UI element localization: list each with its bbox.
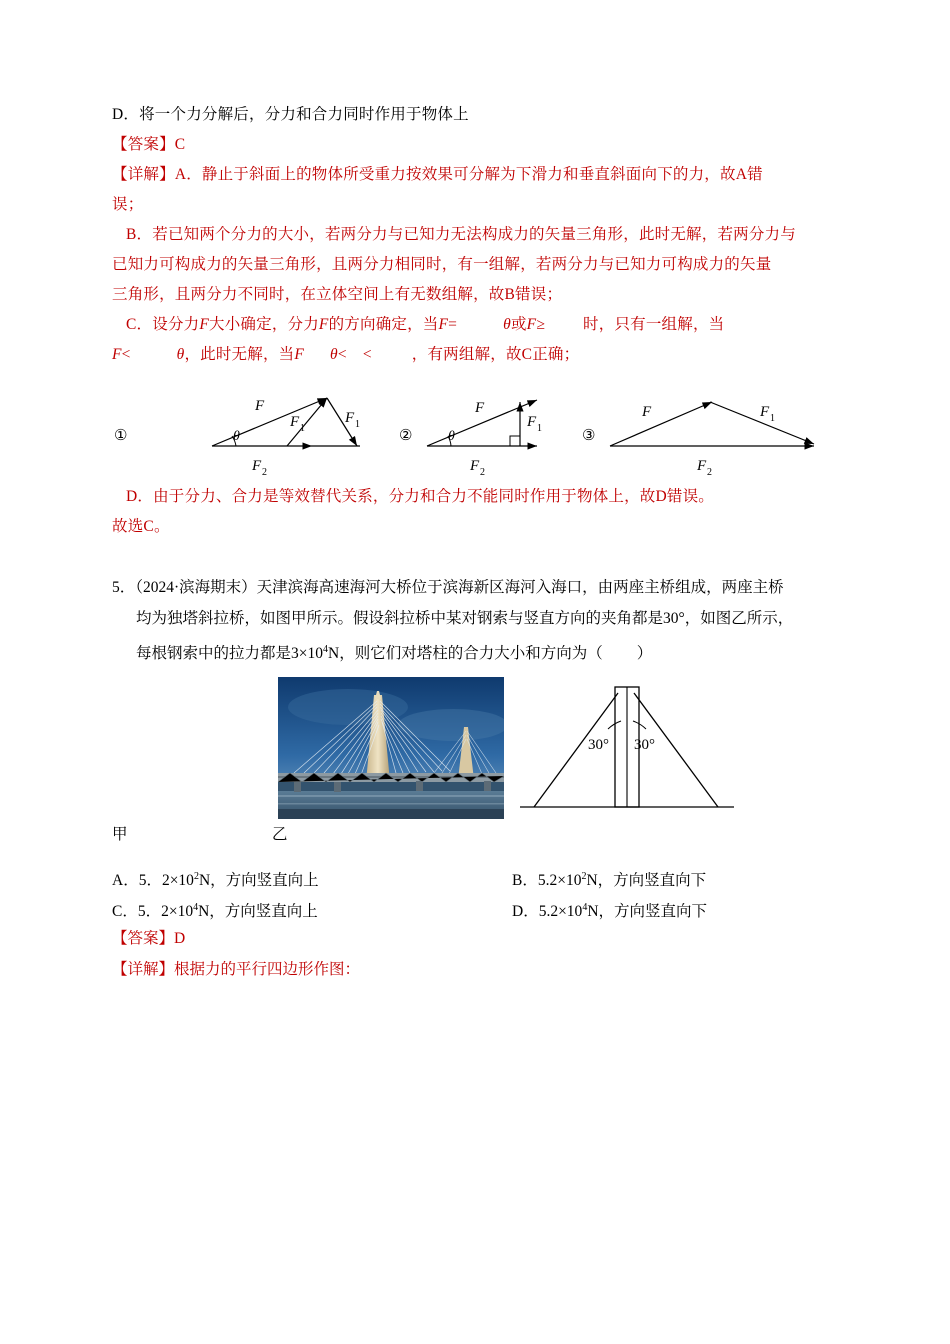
svg-text:1: 1 <box>355 419 360 430</box>
question-5-number: 5． <box>112 579 136 596</box>
angle-label-right: 30° <box>634 737 655 754</box>
symbol-equals: = <box>448 316 458 333</box>
explain-d-line: D．由于分力、合力是等效替代关系，分力和合力不能同时作用于物体上，故D错误。 <box>126 488 714 505</box>
option-row-1 <box>112 861 842 892</box>
symbol-F-3: F <box>438 316 449 333</box>
explain-b-line1: B．若已知两个分力的大小，若两分力与已知力无法构成力的矢量三角形，此时无解，若两分力与 <box>126 226 796 243</box>
caption-jia: 甲 <box>112 826 128 844</box>
svg-text:F: F <box>470 458 480 474</box>
svg-text:②: ② <box>399 428 413 444</box>
explain-c-seg4: 或 <box>510 316 527 333</box>
option-c: C．5．$2\times 10^4N$，方向竖直向上 <box>112 902 318 921</box>
question-5-text3a: 每根钢索中的拉力都是3×10 <box>136 645 323 663</box>
symbol-lt-3: < <box>362 346 372 363</box>
bridge-photo <box>278 677 504 819</box>
document-content <box>112 100 842 985</box>
svg-text:F: F <box>345 410 355 426</box>
explain-c-seg3: 的方向确定，当 <box>328 316 439 333</box>
symbol-theta-3: θ <box>330 346 338 363</box>
answer-label-c: 【答案】C <box>112 136 186 153</box>
symbol-theta-1: θ <box>503 316 511 333</box>
question-5-figures <box>112 677 842 857</box>
explain-label: 【详解】 <box>112 166 175 183</box>
tower-diagram <box>512 677 742 827</box>
option-b: B．$5.2\times 10^2N$，方向竖直向下 <box>512 871 707 890</box>
question-5-text1: （2024·滨海期末）天津滨海高速海河大桥位于滨海新区海河入海口，由两座主桥组成，两座主桥 <box>135 579 784 596</box>
symbol-theta-2: θ <box>176 346 185 363</box>
caption-yi: 乙 <box>272 826 288 844</box>
explain-c-line1 <box>112 310 842 340</box>
explain-c-seg2: 大小确定，分力 <box>209 316 319 333</box>
svg-text:F: F <box>697 458 707 474</box>
option-d: D．$5.2\times 10^4N$，方向竖直向下 <box>512 902 708 921</box>
svg-text:F: F <box>475 400 485 416</box>
svg-text:θ: θ <box>448 429 455 444</box>
option-row-2 <box>112 892 842 923</box>
question-5-line1 <box>112 572 842 603</box>
question-5-options <box>112 861 842 923</box>
svg-text:F: F <box>252 458 262 474</box>
symbol-F-5: F <box>112 346 122 363</box>
explain-a-text: A．静止于斜面上的物体所受重力按效果可分解为下滑力和垂直斜面向下的力，故A错 <box>174 166 763 183</box>
svg-text:F: F <box>760 404 770 420</box>
svg-text:2: 2 <box>480 467 485 478</box>
explain-a-line2: 误； <box>112 196 144 213</box>
svg-text:θ: θ <box>233 429 240 444</box>
svg-text:1: 1 <box>770 413 775 424</box>
question-5-line3 <box>112 634 842 669</box>
explain-c-seg6: ，此时无解，当 <box>184 346 295 363</box>
explain-b-line3: 三角形，且两分力不同时，在立体空间上有无数组解，故B错误； <box>112 286 563 303</box>
svg-text:F: F <box>527 414 537 430</box>
explain-c-seg1: C．设分力 <box>126 316 200 333</box>
question-5-block <box>112 572 842 985</box>
question-5-detail: 【详解】根据力的平行四边形作图： <box>112 961 361 979</box>
svg-text:F: F <box>255 398 265 414</box>
explain-c-seg7: ，有两组解，故C正确； <box>411 346 580 363</box>
svg-text:①: ① <box>114 428 128 444</box>
symbol-F-1: F <box>199 316 210 333</box>
symbol-lt-2: < <box>337 346 347 363</box>
svg-text:③: ③ <box>582 428 596 444</box>
svg-text:2: 2 <box>707 467 712 478</box>
svg-text:1: 1 <box>300 423 305 434</box>
question-5-text3b: N，则它们对塔柱的合力大小和方向为（ <box>328 645 603 663</box>
symbol-F-4: F <box>526 316 537 333</box>
explain-c-seg5: 时，只有一组解，当 <box>583 316 725 333</box>
explain-choose-line: 故选C。 <box>112 518 170 535</box>
symbol-ge: ≥ <box>536 316 546 333</box>
option-d-line: D．将一个力分解后，分力和合力同时作用于物体上 <box>112 106 469 123</box>
option-a: A．5．$2\times 10^2N$，方向竖直向上 <box>112 871 319 890</box>
symbol-lt-1: < <box>121 346 131 363</box>
svg-text:F: F <box>290 414 300 430</box>
svg-text:1: 1 <box>537 423 542 434</box>
explain-b-line2: 已知力可构成力的矢量三角形，且两分力相同时，有一组解，若两分力与已知力可构成力的矢量 <box>112 256 772 273</box>
explain-a-line <box>112 160 842 190</box>
question-5-text3c: ） <box>636 645 653 663</box>
angle-label-left: 30° <box>588 737 609 754</box>
force-triangles-figure <box>112 374 842 482</box>
svg-text:F: F <box>642 404 652 420</box>
question-5-answer: 【答案】D <box>112 930 186 948</box>
symbol-F-6: F <box>294 346 305 363</box>
question-5-exponent: 4 <box>323 644 328 655</box>
explain-c-line2 <box>112 340 842 370</box>
question-5-line2: 均为独塔斜拉桥，如图甲所示。假设斜拉桥中某对钢索与竖直方向的夹角都是30°，如图乙所示， <box>136 610 794 627</box>
symbol-F-2: F <box>318 316 329 333</box>
svg-text:2: 2 <box>262 467 267 478</box>
